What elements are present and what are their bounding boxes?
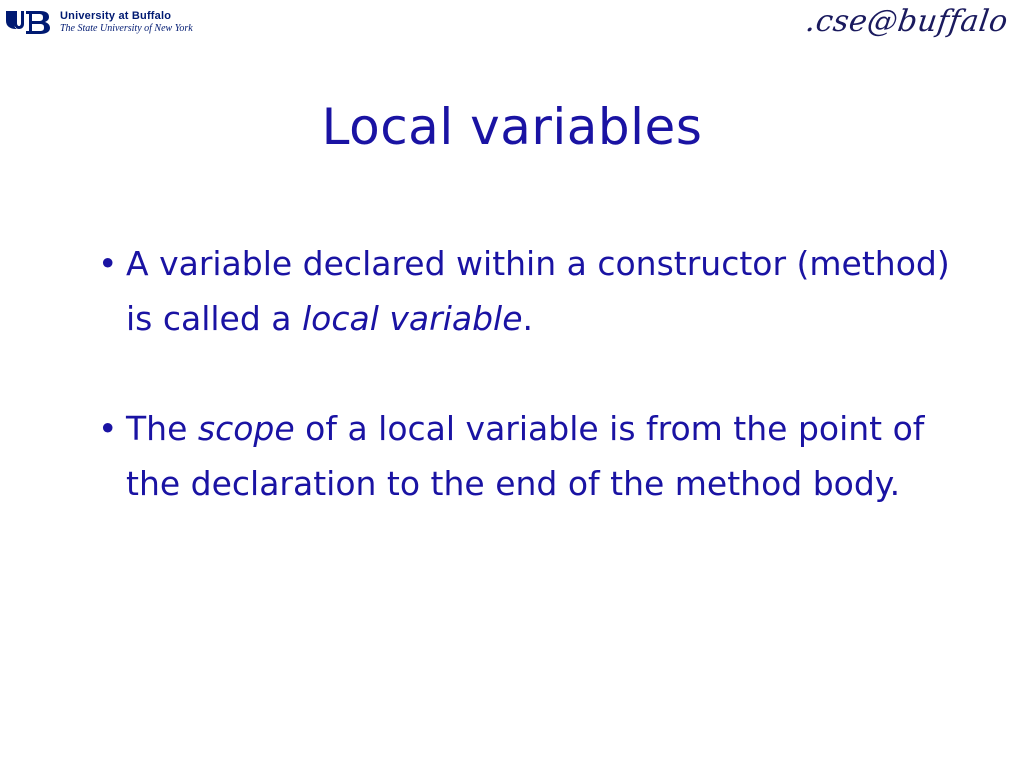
ub-logo xyxy=(4,8,193,36)
bullet-list xyxy=(92,236,952,511)
ub-monogram-icon xyxy=(4,8,54,36)
bullet-text: . xyxy=(522,299,534,338)
bullet-emphasis: local variable xyxy=(302,299,523,338)
bullet-icon: • xyxy=(98,409,118,448)
bullet-item-scope xyxy=(92,401,952,511)
bullet-item-local-variable xyxy=(92,236,952,346)
bullet-text: of a local variable is from the point of the declaration to the end of the method body. xyxy=(126,409,925,503)
university-subtitle: The State University of New York xyxy=(60,22,193,34)
slide-title: Local variables xyxy=(321,98,703,156)
bullet-text: The xyxy=(126,409,198,448)
bullet-icon: • xyxy=(98,244,118,283)
cse-buffalo-logo: .cse@buffalo xyxy=(803,4,1011,39)
bullet-emphasis: scope xyxy=(197,409,295,448)
bullet-text: A variable declared within a constructor (method) is called a xyxy=(126,244,950,338)
university-name: University at Buffalo xyxy=(60,10,172,23)
